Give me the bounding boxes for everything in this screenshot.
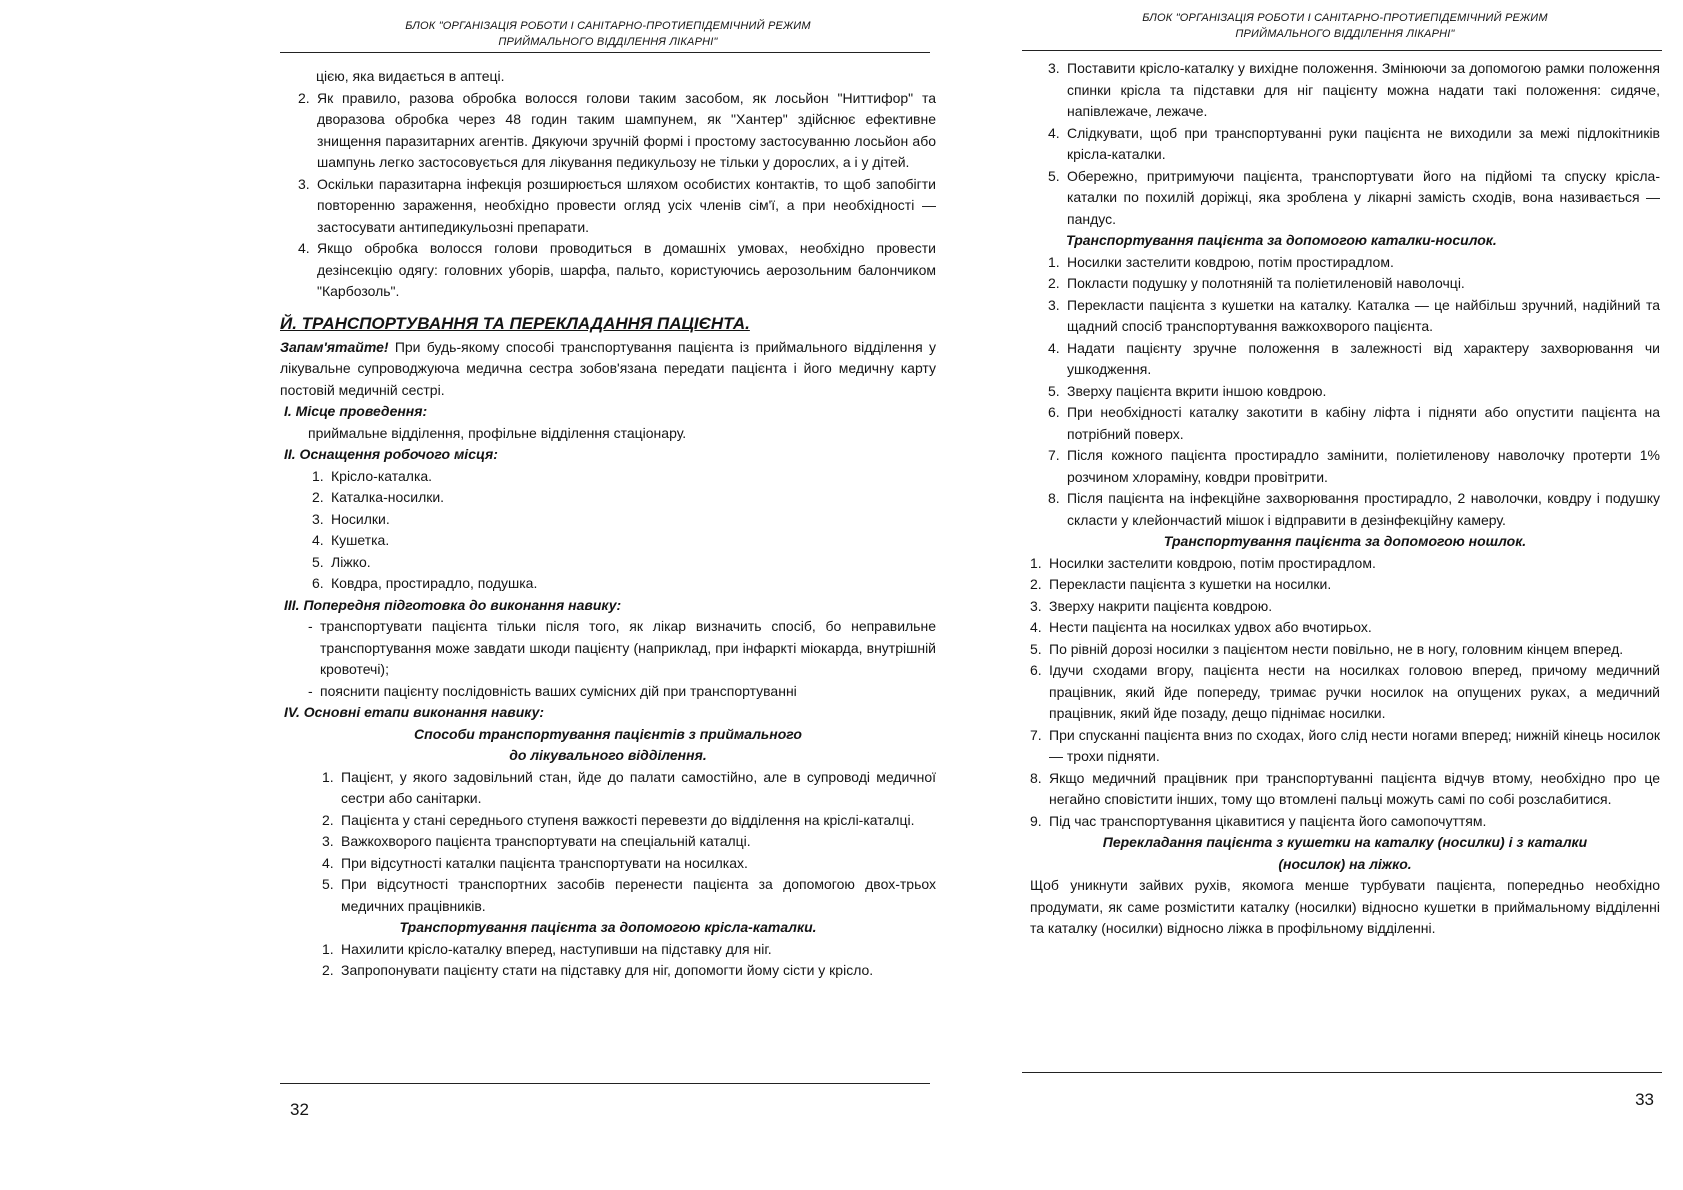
list-item bbox=[280, 939, 936, 961]
stretcher-title: Транспортування пацієнта за допомогою каталки-носилок. bbox=[1066, 232, 1497, 248]
list-text: Важкохворого пацієнта транспортувати на спеціальній каталці. bbox=[341, 833, 751, 849]
list-number: 6. bbox=[1030, 662, 1042, 678]
header-rule bbox=[280, 52, 930, 53]
list-item bbox=[280, 466, 936, 488]
list-number: 2. bbox=[298, 89, 310, 106]
list-number: 6. bbox=[1048, 404, 1060, 420]
list-number: 1. bbox=[1030, 554, 1042, 571]
heading-place: I. Місце проведення: bbox=[284, 403, 428, 419]
list-number: 2. bbox=[322, 962, 334, 978]
remember-text: При будь-якому способі транспортування пацієнта із приймального відділення у лікувальне супроводжуюча медична сестра зобов'язана передати пацієнта і його медичну карту постовій медичній сестрі. bbox=[280, 338, 936, 398]
remember-paragraph bbox=[280, 337, 936, 402]
list-text: Кушетка. bbox=[331, 532, 390, 548]
list-number: 7. bbox=[1030, 726, 1042, 743]
list-number: 5. bbox=[322, 876, 334, 892]
running-head-line-1: БЛОК "ОРГАНІЗАЦІЯ РОБОТИ І САНІТАРНО-ПРОТИЕПІДЕМІЧНИЙ РЕЖИМ bbox=[1142, 12, 1548, 24]
page-number: 33 bbox=[1635, 1090, 1654, 1109]
list-number: 3. bbox=[1048, 60, 1060, 76]
footer-rule bbox=[280, 1083, 930, 1084]
list-item bbox=[1030, 123, 1660, 166]
list-text: Оскільки паразитарна інфекція розширюється шляхом особистих контактів, то щоб запобігти повторенню зараження, необхідно провести огляд усіх членів сім'ї, а при необхідності — застосувати антипедикульозні препарати. bbox=[317, 175, 936, 235]
list-text: Перекласти пацієнта з кушетки на носилки. bbox=[1049, 576, 1332, 592]
list-item bbox=[1030, 273, 1660, 295]
list-item bbox=[1030, 617, 1660, 639]
right-content bbox=[1030, 58, 1660, 940]
list-number: 4. bbox=[312, 532, 324, 548]
list-number: 2. bbox=[312, 489, 324, 505]
list-item bbox=[1030, 811, 1660, 833]
heading-stages: IV. Основні етапи виконання навику: bbox=[284, 704, 545, 720]
list-text: При відсутності каталки пацієнта транспортувати на носилках. bbox=[341, 854, 748, 871]
list-item bbox=[280, 174, 936, 239]
list-item bbox=[280, 853, 936, 875]
list-text: Зверху накрити пацієнта ковдрою. bbox=[1049, 597, 1273, 614]
list-number: 5. bbox=[1030, 640, 1042, 657]
list-item bbox=[1030, 402, 1660, 445]
running-head-line-2: ПРИЙМАЛЬНОГО ВІДДІЛЕННЯ ЛІКАРНІ" bbox=[498, 36, 718, 48]
list-number: 1. bbox=[1048, 253, 1060, 270]
list-item bbox=[280, 681, 936, 703]
list-number: 9. bbox=[1030, 812, 1042, 829]
list-text: Слідкувати, щоб при транспортуванні руки пацієнта не виходили за межі підлокітників крісла-каталки. bbox=[1067, 124, 1660, 162]
list-text: При відсутності транспортних засобів перенести пацієнта за допомогою двох-трьох медичних працівників. bbox=[341, 876, 936, 914]
equipment-list bbox=[280, 466, 936, 595]
list-number: 2. bbox=[1030, 576, 1042, 592]
list-number: 3. bbox=[1030, 597, 1042, 614]
list-number: 3. bbox=[298, 175, 310, 192]
left-content bbox=[280, 66, 936, 982]
list-text: Ліжко. bbox=[331, 553, 371, 570]
paragraph: цією, яка видається в аптеці. bbox=[316, 68, 505, 84]
methods-list bbox=[280, 767, 936, 918]
list-number: 1. bbox=[312, 467, 324, 484]
list-text: Обережно, притримуючи пацієнта, транспортувати його на підйомі та спуску крісла-каталки по похилій доріжці, яка зроблена у лікарні замість сходів, вона називається — пандус. bbox=[1067, 167, 1660, 227]
list-text: Перекласти пацієнта з кушетки на каталку. Каталка — це найбільш зручний, надійний та щадний спосіб транспортування важкохворого пацієнта. bbox=[1067, 296, 1660, 334]
list-text: Запропонувати пацієнту стати на підставку для ніг, допомогти йому сісти у крісло. bbox=[341, 962, 874, 978]
list-number: 2. bbox=[1048, 275, 1060, 291]
list-item bbox=[280, 552, 936, 574]
running-head-line-2: ПРИЙМАЛЬНОГО ВІДДІЛЕННЯ ЛІКАРНІ" bbox=[1235, 28, 1455, 40]
litter-title: Транспортування пацієнта за допомогою ношлок. bbox=[1163, 533, 1527, 549]
list-item bbox=[280, 616, 936, 681]
list-item bbox=[280, 874, 936, 917]
methods-title-line-2: до лікувального відділення. bbox=[509, 747, 707, 763]
list-text: Покласти подушку у полотняній та поліетиленовій наволочці. bbox=[1067, 275, 1465, 291]
heading-preparation: III. Попередня підготовка до виконання навику: bbox=[284, 596, 622, 613]
list-item bbox=[1030, 596, 1660, 618]
list-number: 4. bbox=[1030, 619, 1042, 635]
list-number: 3. bbox=[312, 510, 324, 527]
list-item bbox=[1030, 295, 1660, 338]
list-item bbox=[280, 573, 936, 595]
list-text: Якщо медичний працівник при транспортуванні пацієнта відчув втому, необхідно про це негайно сповістити інших, тому що втомлені пальці можуть самі по собі розслабитися. bbox=[1049, 769, 1660, 807]
dash-bullet: - bbox=[308, 682, 313, 699]
list-item bbox=[1030, 166, 1660, 231]
list-text: Пацієнта у стані середнього ступеня важкості перевезти до відділення на кріслі-каталці. bbox=[341, 811, 915, 828]
list-item bbox=[280, 238, 936, 303]
list-text: При необхідності каталку закотити в кабіну ліфта і підняти або опустити пацієнта на потрібний поверх. bbox=[1067, 404, 1660, 442]
list-item bbox=[1030, 660, 1660, 725]
transfer-title-line-2: (носилок) на ліжко. bbox=[1278, 855, 1412, 872]
chair-steps-list bbox=[280, 939, 936, 982]
remember-lead: Запам'ятайте! bbox=[280, 338, 389, 355]
list-item bbox=[280, 509, 936, 531]
footer-rule bbox=[1022, 1072, 1662, 1073]
list-number: 8. bbox=[1048, 490, 1060, 506]
list-number: 1. bbox=[322, 940, 334, 957]
list-item bbox=[280, 810, 936, 832]
list-text: Поставити крісло-каталку у вихідне положення. Змінюючи за допомогою рамки положення спинки крісла та підставки для ніг пацієнту можна надати такі положення: сидяче, напівлежаче, лежаче. bbox=[1067, 60, 1660, 119]
list-text: При спусканні пацієнта вниз по сходах, його слід нести ногами вперед; нижній кінець носилок — трохи підняти. bbox=[1049, 726, 1660, 764]
place-text: приймальне відділення, профільне відділення стаціонару. bbox=[308, 424, 687, 441]
list-text: Після пацієнта на інфекційне захворювання простирадло, 2 наволочки, ковдру і подушку скласти у клейончастий мішок і відправити в дезінфекційну камеру. bbox=[1067, 490, 1660, 528]
list-text: Пацієнт, у якого задовільний стан, йде до палати самостійно, але в супроводі медичної сестри або санітарки. bbox=[341, 768, 936, 806]
section-title: Й. ТРАНСПОРТУВАННЯ ТА ПЕРЕКЛАДАННЯ ПАЦІЄНТА. bbox=[280, 313, 750, 333]
list-text: Крісло-каталка. bbox=[331, 467, 433, 484]
list-item bbox=[1030, 725, 1660, 768]
list-text: Нахилити крісло-каталку вперед, наступивши на підставку для ніг. bbox=[341, 940, 772, 957]
list-text: транспортувати пацієнта тільки після того, як лікар визначить спосіб, бо неправильне транспортування може завдати шкоди пацієнту (наприклад, при інфаркті міокарда, внутрішній кровотечі); bbox=[320, 618, 936, 677]
heading-equipment: II. Оснащення робочого місця: bbox=[284, 446, 498, 462]
header-rule bbox=[1022, 50, 1662, 51]
list-text: Ковдра, простирадло, подушка. bbox=[331, 575, 538, 591]
list-number: 5. bbox=[1048, 382, 1060, 399]
list-number: 3. bbox=[322, 833, 334, 849]
list-number: 4. bbox=[298, 240, 310, 256]
list-item bbox=[1030, 768, 1660, 811]
methods-title-line-1: Способи транспортування пацієнтів з приймального bbox=[414, 725, 802, 742]
running-head-line-1: БЛОК "ОРГАНІЗАЦІЯ РОБОТИ І САНІТАРНО-ПРОТИЕПІДЕМІЧНИЙ РЕЖИМ bbox=[405, 20, 811, 32]
list-text: пояснити пацієнту послідовність ваших сумісних дій при транспортуванні bbox=[320, 682, 797, 699]
list-number: 6. bbox=[312, 575, 324, 591]
list-text: Носилки. bbox=[331, 510, 390, 527]
list-item bbox=[280, 831, 936, 853]
list-item bbox=[1030, 445, 1660, 488]
page-number: 32 bbox=[290, 1100, 309, 1119]
list-item bbox=[280, 767, 936, 810]
list-text: Як правило, разова обробка волосся голови таким засобом, як лосьйон "Ниттифор" та дворазова обробка через 48 годин таким шампунем, як "Хантер" здійснює ефективне знищення паразитарних агентів. Дякуючи зручній формі і простому застосуванню лосьйон або шампунь легко застосовується для лікування педикульозу не тільки у дорослих, а і у дітей. bbox=[317, 89, 936, 170]
list-text: Зверху пацієнта вкрити іншою ковдрою. bbox=[1067, 382, 1327, 399]
list-item bbox=[1030, 381, 1660, 403]
list-text: Після кожного пацієнта простирадло замінити, поліетиленову наволочку протерти 1% розчином хлораміну, ковдри провітрити. bbox=[1067, 447, 1660, 485]
list-item bbox=[1030, 488, 1660, 531]
list-item bbox=[1030, 338, 1660, 381]
list-number: 4. bbox=[1048, 339, 1060, 356]
preparation-list bbox=[280, 616, 936, 702]
list-number: 2. bbox=[322, 811, 334, 828]
list-item bbox=[280, 530, 936, 552]
list-number: 1. bbox=[322, 768, 334, 785]
transfer-paragraph: Щоб уникнути зайвих рухів, якомога менше турбувати пацієнта, попередньо необхідно продумати, як саме розмістити каталку (носилки) відносно кушетки в приймальному відділенні та каталку (носилки) відносно ліжка в профільному відділенні. bbox=[1030, 877, 1660, 936]
stretcher-steps-list bbox=[1030, 252, 1660, 532]
dash-bullet: - bbox=[308, 618, 313, 634]
running-head-left bbox=[280, 18, 936, 50]
right-page bbox=[1030, 0, 1660, 1190]
chair-title: Транспортування пацієнта за допомогою крісла-каталки. bbox=[399, 919, 817, 935]
list-item bbox=[1030, 252, 1660, 274]
list-item bbox=[1030, 553, 1660, 575]
list-number: 3. bbox=[1048, 296, 1060, 313]
left-page bbox=[280, 0, 936, 1190]
list-text: Носилки застелити ковдрою, потім простирадлом. bbox=[1067, 253, 1394, 270]
list-number: 5. bbox=[312, 553, 324, 570]
list-number: 8. bbox=[1030, 769, 1042, 786]
transfer-title-line-1: Перекладання пацієнта з кушетки на каталку (носилки) і з каталки bbox=[1102, 834, 1588, 850]
list-item bbox=[1030, 574, 1660, 596]
list-text: Нести пацієнта на носилках удвох або вчотирьох. bbox=[1049, 619, 1372, 635]
list-text: Ідучи сходами вгору, пацієнта нести на носилках головою вперед, причому медичний працівник, який йде попереду, тримає ручки носилок на опущених руках, а медичний працівник, який йде позаду, дещо піднімає носилки. bbox=[1049, 662, 1660, 721]
list-text: По рівній дорозі носилки з пацієнтом нести повільно, не в ногу, головним кінцем вперед. bbox=[1049, 640, 1624, 657]
list-text: Надати пацієнту зручне положення в залежності від характеру захворювання чи ушкодження. bbox=[1067, 339, 1660, 377]
chair-steps-list-continued bbox=[1030, 58, 1660, 230]
list-item bbox=[280, 487, 936, 509]
list-item bbox=[1030, 639, 1660, 661]
list-number: 4. bbox=[322, 854, 334, 871]
list-number: 7. bbox=[1048, 447, 1060, 463]
list-text: Під час транспортування цікавитися у пацієнта його самопочуттям. bbox=[1049, 812, 1487, 829]
list-item bbox=[280, 960, 936, 982]
list-text: Носилки застелити ковдрою, потім простирадлом. bbox=[1049, 554, 1376, 571]
running-head-right bbox=[1030, 10, 1660, 42]
list-item bbox=[1030, 58, 1660, 123]
litter-steps-list bbox=[1030, 553, 1660, 833]
list-text: Якщо обробка волосся голови проводиться в домашніх умовах, необхідно провести дезінсекцію одягу: головних уборів, шарфа, пальто, користуючись аерозольним балончиком "Карбозоль". bbox=[317, 240, 936, 299]
list-item bbox=[280, 88, 936, 174]
list-a bbox=[280, 88, 936, 303]
list-number: 4. bbox=[1048, 124, 1060, 141]
list-number: 5. bbox=[1048, 167, 1060, 184]
list-text: Каталка-носилки. bbox=[331, 489, 445, 505]
